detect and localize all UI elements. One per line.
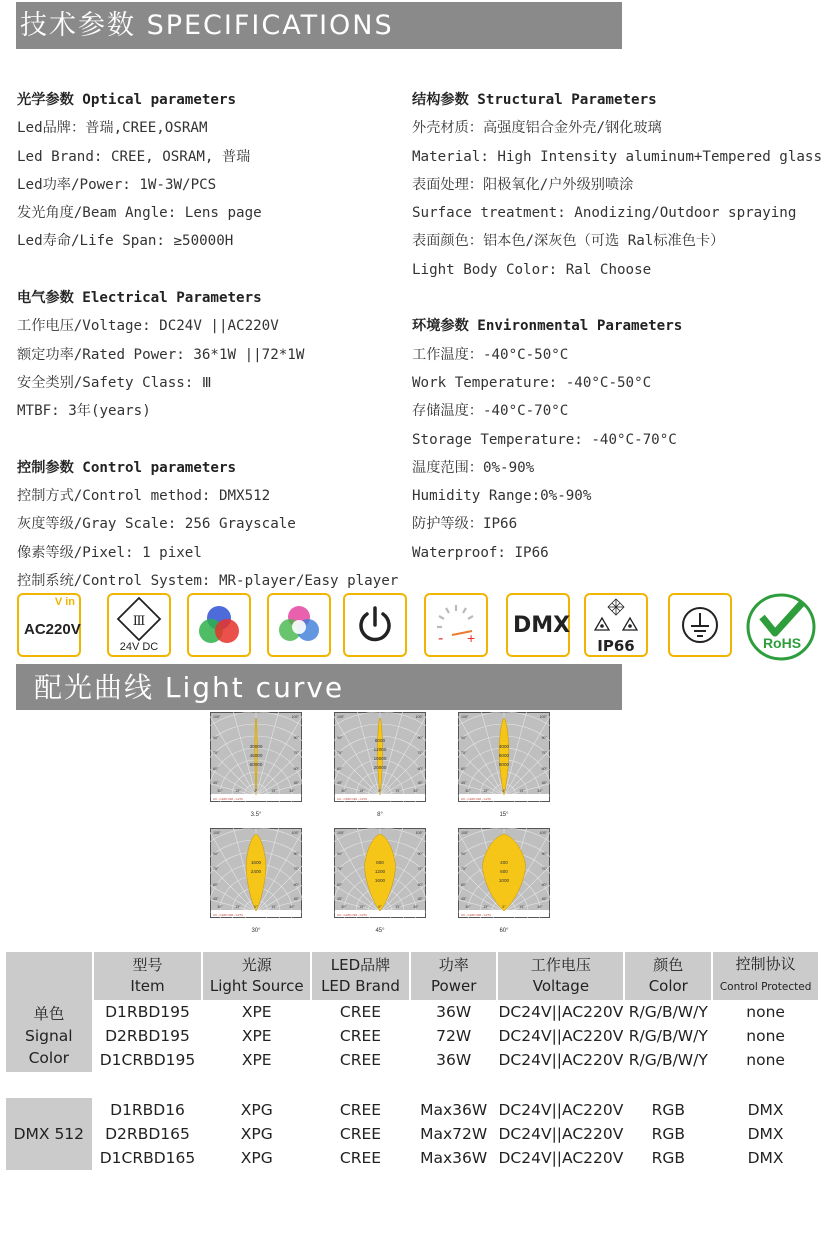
dimmer-icon: [424, 593, 488, 657]
polar-legend: C0 - C180 C90 - C270: [213, 913, 243, 917]
column-header-power: [411, 952, 497, 1000]
polar-tick-label: 45°: [461, 897, 467, 901]
table-cell: Max36W: [420, 1149, 488, 1167]
column-header-zh: 颜色: [653, 956, 684, 974]
intensity-value: 400: [500, 860, 508, 865]
intensity-value: 1600: [374, 878, 386, 883]
column-header-zh: 工作电压: [530, 956, 591, 974]
control-title: 控制参数 Control parameters: [17, 459, 237, 476]
polar-tick-label: 60°: [337, 767, 343, 771]
polar-tick-label: 75°: [461, 751, 467, 755]
table-cell: D1CRBD195: [99, 1051, 196, 1069]
polar-chart: [458, 828, 550, 918]
control-line: 控制方式/Control method: DMX512: [17, 488, 271, 505]
polar-tick-label: 15°: [235, 789, 241, 793]
beam-angle-label: 3.5°: [250, 812, 262, 818]
intensity-value: 12000: [373, 747, 387, 752]
polar-tick-label: 60°: [213, 883, 219, 887]
group-label-line: Color: [28, 1049, 70, 1067]
table-cell: CREE: [339, 1051, 382, 1069]
table-cell: DMX: [747, 1149, 784, 1167]
group-label-line: Signal: [25, 1027, 73, 1045]
intensity-value: 60000: [249, 762, 263, 767]
polar-tick-label: 75°: [293, 751, 299, 755]
optical-line: Led寿命/Life Span: ≥50000H: [17, 233, 234, 250]
polar-legend: C0 - C180 C90 - C270: [337, 913, 367, 917]
polar-tick-label: 45°: [337, 897, 343, 901]
environmental-line: Waterproof: IP66: [412, 544, 549, 561]
polar-tick-label: 105°: [461, 715, 469, 719]
dc-voltage-label: 24V DC: [119, 641, 159, 653]
beam-angle-label: 15°: [499, 812, 509, 818]
intensity-value: 20000: [373, 765, 387, 770]
polar-tick-label: 30°: [217, 789, 223, 793]
optical-line: 发光角度/Beam Angle: Lens page: [17, 205, 262, 222]
polar-tick-label: 105°: [291, 831, 299, 835]
environmental-line: 温度范围：0%-90%: [412, 459, 535, 476]
column-header-light-source: [203, 952, 310, 1000]
polar-tick-label: 0°: [502, 905, 506, 909]
polar-tick-label: 105°: [213, 831, 221, 835]
power-icon: [343, 593, 407, 657]
column-header-zh: 型号: [132, 956, 163, 974]
table-cell: CREE: [339, 1027, 382, 1045]
table-cell: DC24V||AC220V: [498, 1101, 624, 1119]
polar-tick-label: 15°: [271, 789, 277, 793]
polar-tick-label: 90°: [417, 852, 423, 856]
polar-tick-label: 75°: [337, 867, 343, 871]
polar-tick-label: 30°: [289, 905, 295, 909]
column-header-item: [94, 952, 202, 1000]
ip66-icon: [584, 593, 648, 657]
polar-tick-label: 15°: [519, 789, 525, 793]
column-header-en: LED Brand: [321, 977, 400, 995]
control-line: 控制系统/Control System: MR-player/Easy player: [17, 573, 399, 590]
table-cell: none: [746, 1003, 785, 1021]
electrical-line: 额定功率/Rated Power: 36*1W ||72*1W: [17, 346, 305, 363]
polar-tick-label: 0°: [378, 789, 382, 793]
table-cell: DC24V||AC220V: [498, 1125, 624, 1143]
group-label: [6, 1000, 92, 1072]
table-cell: CREE: [339, 1101, 382, 1119]
polar-tick-label: 30°: [413, 905, 419, 909]
table-cell: XPE: [241, 1027, 272, 1045]
structural-line: 表面处理：阳极氧化/户外级别喷涂: [412, 176, 634, 193]
table-cell: DMX: [747, 1101, 784, 1119]
table-cell: D1RBD195: [105, 1003, 190, 1021]
polar-chart: [334, 712, 426, 802]
group-label-line: DMX 512: [13, 1125, 85, 1143]
intensity-value: 4000: [498, 744, 510, 749]
polar-tick-label: 75°: [541, 867, 547, 871]
intensity-value: 1200: [374, 869, 386, 874]
rgbw-color-icon: [267, 593, 331, 657]
environmental-line: 存储温度：-40°C-70°C: [412, 403, 569, 420]
table-cell: R/G/B/W/Y: [628, 1051, 708, 1069]
light-curve-grid: [210, 712, 570, 940]
environmental-line: 防护等级：IP66: [412, 516, 518, 533]
polar-tick-label: 90°: [293, 852, 299, 856]
polar-tick-label: 105°: [291, 715, 299, 719]
intensity-value: 600: [500, 869, 508, 874]
rohs-icon: [745, 593, 817, 661]
table-cell: R/G/B/W/Y: [628, 1027, 708, 1045]
polar-tick-label: 60°: [541, 767, 547, 771]
table-cell: D2RBD195: [105, 1027, 190, 1045]
polar-tick-label: 30°: [217, 905, 223, 909]
polar-tick-label: 60°: [337, 883, 343, 887]
light-curve-header: 配光曲线 Light curve: [16, 664, 622, 710]
polar-tick-label: 15°: [395, 789, 401, 793]
column-header-en: Item: [130, 977, 165, 995]
polar-tick-label: 90°: [337, 736, 343, 740]
table-header-blank: [6, 952, 92, 1000]
intensity-value: 2400: [250, 869, 262, 874]
table-cell: 36W: [436, 1003, 472, 1021]
polar-tick-label: 75°: [417, 867, 423, 871]
polar-tick-label: 60°: [417, 883, 423, 887]
beam-angle-label: 45°: [375, 928, 385, 934]
table-cell: D1CRBD165: [99, 1149, 196, 1167]
table-cell: XPG: [240, 1101, 273, 1119]
polar-tick-label: 45°: [337, 781, 343, 785]
polar-tick-label: 75°: [541, 751, 547, 755]
optical-title: 光学参数 Optical parameters: [17, 92, 237, 108]
polar-tick-label: 90°: [213, 736, 219, 740]
table-cell: CREE: [339, 1003, 382, 1021]
polar-tick-label: 75°: [461, 867, 467, 871]
intensity-value: 45000: [249, 753, 263, 758]
table-cell: XPG: [240, 1149, 273, 1167]
column-header-en: Light Source: [209, 977, 304, 995]
polar-tick-label: 75°: [293, 867, 299, 871]
structural-line: Surface treatment: Anodizing/Outdoor spraying: [412, 205, 797, 222]
table-cell: none: [746, 1051, 785, 1069]
column-header-zh: 光源: [241, 956, 272, 974]
polar-legend: C0 - C180 C90 - C270: [337, 797, 367, 801]
optical-line: Led Brand: CREE, OSRAM, 普瑞: [17, 148, 251, 165]
structural-title: 结构参数 Structural Parameters: [412, 92, 657, 108]
table-row: [6, 1098, 818, 1122]
light-curve-cell: [334, 828, 426, 934]
polar-chart: [210, 828, 302, 918]
table-header-row: [6, 952, 818, 1000]
table-row: [6, 1146, 818, 1170]
polar-tick-label: 105°: [539, 715, 547, 719]
polar-tick-label: 15°: [395, 905, 401, 909]
group-label: [6, 1098, 92, 1170]
polar-tick-label: 30°: [341, 789, 347, 793]
polar-tick-label: 15°: [359, 789, 365, 793]
polar-tick-label: 90°: [213, 852, 219, 856]
intensity-value: 800: [376, 860, 384, 865]
polar-tick-label: 45°: [461, 781, 467, 785]
polar-tick-label: 90°: [461, 736, 467, 740]
polar-tick-label: 105°: [337, 715, 345, 719]
polar-tick-label: 75°: [337, 751, 343, 755]
table-cell: XPG: [240, 1125, 273, 1143]
polar-tick-label: 15°: [519, 905, 525, 909]
diamond-icon: [109, 595, 169, 655]
table-cell: Max72W: [420, 1125, 488, 1143]
electrical-line: 工作电压/Voltage: DC24V ||AC220V: [17, 318, 279, 335]
polar-tick-label: 30°: [289, 789, 295, 793]
table-cell: R/G/B/W/Y: [628, 1003, 708, 1021]
polar-tick-label: 60°: [461, 883, 467, 887]
polar-tick-label: 30°: [465, 789, 471, 793]
polar-tick-label: 75°: [213, 751, 219, 755]
polar-tick-label: 90°: [541, 852, 547, 856]
polar-tick-label: 0°: [502, 789, 506, 793]
class3-24vdc-icon: [107, 593, 171, 657]
electrical-title: 电气参数 Electrical Parameters: [17, 290, 262, 307]
polar-tick-label: 75°: [213, 867, 219, 871]
intensity-value: 8000: [374, 738, 386, 743]
specifications-header: 技术参数 SPECIFICATIONS: [16, 2, 622, 49]
ac-voltage-label: AC220V: [24, 621, 81, 638]
polar-tick-label: 15°: [483, 789, 489, 793]
polar-tick-label: 30°: [341, 905, 347, 909]
column-header-en: Color: [648, 977, 688, 995]
structural-line: Light Body Color: Ral Choose: [412, 261, 652, 278]
polar-tick-label: 105°: [415, 831, 423, 835]
dmx-label: DMX: [513, 613, 571, 638]
column-header-en: Voltage: [532, 977, 590, 995]
spec-column-left: [17, 86, 397, 595]
structural-line: 外壳材质：高强度铝合金外壳/钢化玻璃: [412, 120, 662, 137]
polar-tick-label: 90°: [337, 852, 343, 856]
intensity-value: 1600: [250, 860, 262, 865]
environmental-line: 工作温度：-40°C-50°C: [412, 346, 569, 363]
polar-tick-label: 60°: [461, 767, 467, 771]
table-cell: Max36W: [420, 1101, 488, 1119]
beam-angle-label: 60°: [499, 928, 509, 934]
table-row: [6, 1048, 818, 1072]
table-cell: DC24V||AC220V: [498, 1051, 624, 1069]
polar-tick-label: 15°: [359, 905, 365, 909]
control-line: 像素等级/Pixel: 1 pixel: [17, 544, 202, 561]
polar-tick-label: 60°: [213, 767, 219, 771]
dim-plus: +: [467, 630, 476, 646]
intensity-value: 1000: [498, 878, 510, 883]
polar-tick-label: 0°: [254, 905, 258, 909]
polar-tick-label: 45°: [417, 897, 423, 901]
class3-glyph: Ⅲ: [132, 614, 146, 629]
polar-tick-label: 45°: [293, 897, 299, 901]
polar-tick-label: 105°: [461, 831, 469, 835]
polar-tick-label: 0°: [378, 905, 382, 909]
polar-tick-label: 15°: [271, 905, 277, 909]
table-cell: RGB: [651, 1125, 685, 1143]
electrical-line: MTBF: 3年(years): [17, 403, 151, 420]
polar-tick-label: 75°: [417, 751, 423, 755]
feature-icon-row: [14, 593, 826, 663]
beam-angle-label: 30°: [251, 928, 261, 934]
table-cell: CREE: [339, 1125, 382, 1143]
column-header-control: [713, 952, 818, 1000]
optical-line: Led品牌：普瑞,CREE,OSRAM: [17, 120, 208, 137]
polar-tick-label: 60°: [293, 883, 299, 887]
ground-icon: [668, 593, 732, 657]
column-header-en: Control Protected: [719, 981, 812, 993]
environmental-title: 环境参数 Environmental Parameters: [412, 318, 683, 335]
intensity-value: 16000: [373, 756, 387, 761]
table-row: [6, 1122, 818, 1146]
table-gap-row: [6, 1072, 818, 1098]
table-cell: DC24V||AC220V: [498, 1149, 624, 1167]
polar-tick-label: 90°: [541, 736, 547, 740]
polar-tick-label: 105°: [213, 715, 221, 719]
table-cell: DC24V||AC220V: [498, 1003, 624, 1021]
control-line: 灰度等级/Gray Scale: 256 Grayscale: [17, 516, 296, 533]
intensity-value: 30000: [249, 744, 263, 749]
polar-tick-label: 60°: [293, 767, 299, 771]
column-header-zh: 控制协议: [735, 955, 796, 973]
polar-tick-label: 45°: [541, 781, 547, 785]
column-header-zh: LED品牌: [330, 956, 391, 974]
light-curve-cell: [458, 828, 550, 934]
table-cell: D2RBD165: [105, 1125, 190, 1143]
polar-tick-label: 30°: [413, 789, 419, 793]
table-cell: none: [746, 1027, 785, 1045]
polar-tick-label: 60°: [417, 767, 423, 771]
polar-tick-label: 45°: [213, 897, 219, 901]
column-header-en: Power: [431, 977, 477, 995]
spec-column-right: [412, 86, 832, 567]
table-cell: D1RBD16: [110, 1101, 185, 1119]
beam-angle-label: 8°: [377, 812, 383, 818]
polar-tick-label: 45°: [541, 897, 547, 901]
light-curve-cell: [334, 712, 426, 818]
polar-legend: C0 - C180 C90 - C270: [461, 797, 491, 801]
table-cell: CREE: [339, 1149, 382, 1167]
group-label-line: 单色: [33, 1005, 65, 1023]
vin-label: V in: [54, 596, 75, 608]
light-curve-cell: [458, 712, 550, 818]
structural-line: 表面颜色：铝本色/深灰色（可选 Ral标准色卡）: [412, 233, 725, 250]
product-table: [4, 952, 820, 1170]
polar-chart: [210, 712, 302, 802]
polar-tick-label: 60°: [541, 883, 547, 887]
table-cell: RGB: [651, 1101, 685, 1119]
electrical-line: 安全类别/Safety Class: Ⅲ: [17, 374, 212, 391]
light-curve-cell: [210, 712, 302, 818]
column-header-voltage: [498, 952, 623, 1000]
table-cell: DC24V||AC220V: [498, 1027, 624, 1045]
table-cell: 36W: [436, 1051, 472, 1069]
intensity-value: 6000: [498, 753, 510, 758]
column-header-color: [625, 952, 711, 1000]
column-header-led-brand: [312, 952, 409, 1000]
polar-tick-label: 30°: [465, 905, 471, 909]
polar-tick-label: 30°: [537, 905, 543, 909]
polar-tick-label: 105°: [337, 831, 345, 835]
polar-tick-label: 15°: [483, 905, 489, 909]
polar-tick-label: 105°: [539, 831, 547, 835]
table-row: [6, 1000, 818, 1024]
environmental-line: Work Temperature: -40°C-50°C: [412, 374, 652, 391]
rgb-color-icon: [187, 593, 251, 657]
polar-legend: C0 - C180 C90 - C270: [461, 913, 491, 917]
polar-legend: C0 - C180 C90 - C270: [213, 797, 243, 801]
ip-label: IP66: [597, 637, 635, 655]
polar-tick-label: 30°: [537, 789, 543, 793]
polar-chart: [458, 712, 550, 802]
table-cell: DMX: [747, 1125, 784, 1143]
environmental-line: Storage Temperature: -40°C-70°C: [412, 431, 677, 448]
dim-minus: -: [438, 630, 444, 647]
polar-tick-label: 15°: [235, 905, 241, 909]
ac220v-icon: [17, 593, 81, 657]
polar-tick-label: 90°: [461, 852, 467, 856]
environmental-line: Humidity Range:0%-90%: [412, 488, 592, 505]
polar-tick-label: 45°: [213, 781, 219, 785]
rohs-label: RoHS: [762, 635, 802, 651]
polar-tick-label: 0°: [254, 789, 258, 793]
table-row: [6, 1024, 818, 1048]
column-header-zh: 功率: [438, 956, 469, 974]
polar-tick-label: 45°: [293, 781, 299, 785]
structural-line: Material: High Intensity aluminum+Tempered glass: [412, 148, 822, 165]
light-curve-cell: [210, 828, 302, 934]
intensity-value: 8000: [498, 762, 510, 767]
polar-tick-label: 90°: [417, 736, 423, 740]
optical-line: Led功率/Power: 1W-3W/PCS: [17, 176, 217, 193]
dmx-icon: [506, 593, 570, 657]
table-cell: XPE: [241, 1051, 272, 1069]
table-cell: XPE: [241, 1003, 272, 1021]
polar-tick-label: 45°: [417, 781, 423, 785]
polar-tick-label: 105°: [415, 715, 423, 719]
table-cell: RGB: [651, 1149, 685, 1167]
polar-tick-label: 90°: [293, 736, 299, 740]
polar-chart: [334, 828, 426, 918]
table-cell: 72W: [436, 1027, 472, 1045]
